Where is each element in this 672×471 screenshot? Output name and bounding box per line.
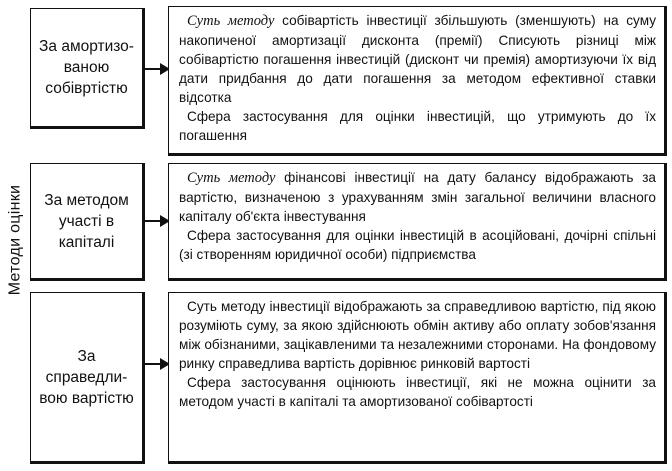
description-box-equity	[168, 163, 667, 281]
arrow-icon	[145, 63, 170, 75]
scope-paragraph	[179, 226, 656, 264]
essence-text: фінансові інвестиції на дату балансу відображають за вартістю, визначеною з урахуванням змін загальної величини власного капіталу об'єкта інвестування	[179, 170, 656, 224]
arrow-icon	[145, 358, 170, 370]
method-label: За справедли-вою вартістю	[39, 347, 134, 407]
axis-label-text: Методи оцінки	[6, 184, 23, 296]
method-label: За методом участі в капіталі	[44, 191, 129, 251]
scope-text: для оцінки інвестицій в асоційовані, дочірні спільні (зі створенням юридичної особи) підприємства	[179, 228, 657, 262]
description-box-amortized-cost	[168, 6, 667, 156]
method-box-fair-value	[30, 292, 145, 464]
axis-label	[2, 140, 28, 340]
essence-paragraph	[179, 11, 656, 107]
essence-label: Суть методу	[187, 299, 266, 314]
scope-label: Сфера застосування	[187, 228, 321, 243]
essence-text: собівартість інвестиції збільшують (зменшують) на суму накопиченої амортизації дисконта (премії) Списують різниці між собівартістю погашення інвестицій (дисконт чи премія) амортизуючи їх від дати придбання до дати погашення за методом ефективної ставки відсотка	[179, 13, 656, 105]
scope-paragraph	[179, 373, 656, 411]
method-box-amortized-cost	[30, 8, 145, 129]
scope-label: Сфера застосування	[187, 109, 328, 124]
scope-label: Сфера застосування	[187, 375, 326, 390]
essence-paragraph	[179, 297, 656, 373]
essence-label: Суть методу	[187, 170, 276, 186]
essence-paragraph	[179, 168, 656, 226]
scope-paragraph	[179, 107, 656, 145]
essence-label: Суть методу	[187, 13, 275, 29]
description-box-fair-value	[168, 292, 667, 464]
scope-text: оцінюють інвестиції, які не можна оцінити за методом участі в капіталі та амортизованої собівартості	[179, 375, 656, 409]
method-label: За амортизо-ваною собівртістю	[39, 38, 134, 97]
arrow-icon	[145, 215, 170, 227]
essence-text: інвестиції відображають за справедливою вартістю, під якою розуміють суму, за якою здійснюють обмін активу або оплату зобов'язання між обізнаними, зацікавленими та незалежними сторонами. На фондовому ринку справедлива вартість дорівнює ринковій вартості	[179, 299, 656, 371]
scope-text: для оцінки інвестицій, що утримують до їх погашення	[179, 109, 656, 143]
method-box-equity	[30, 163, 145, 281]
